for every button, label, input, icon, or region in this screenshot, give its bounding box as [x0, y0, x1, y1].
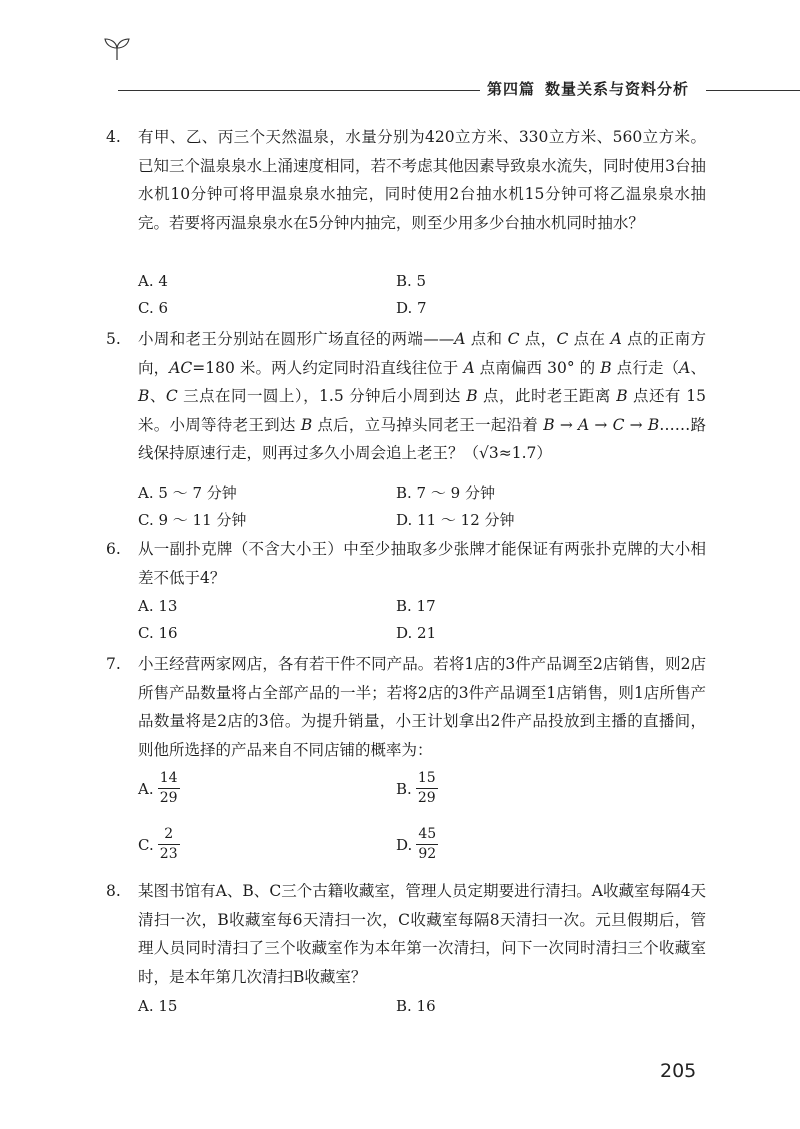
text-run: → — [624, 415, 648, 434]
option-label: A. — [138, 779, 154, 798]
denominator: 92 — [418, 846, 437, 862]
question-5 — [106, 325, 706, 468]
text-run: 点，此时老王距离 — [477, 387, 617, 405]
math-label: C — [507, 330, 520, 348]
option-c[interactable] — [138, 826, 180, 863]
option-d[interactable]: D. 7 — [396, 299, 427, 317]
option-b[interactable]: B. 5 — [396, 272, 427, 290]
page-number: 205 — [660, 1060, 697, 1082]
sqrt-expression: √3 — [479, 444, 499, 462]
header-rule-right — [706, 90, 800, 91]
option-a[interactable] — [138, 770, 180, 807]
question-text — [138, 325, 706, 468]
math-label: B — [600, 358, 612, 377]
text-run: 点和 — [465, 330, 508, 348]
option-b[interactable]: B. 7 ～ 9 分钟 — [396, 484, 495, 502]
text-run: 点南偏西 30° 的 — [474, 358, 601, 377]
question-number: 7. — [106, 655, 121, 673]
option-b[interactable]: B. 16 — [396, 997, 436, 1015]
chapter-name: 数量关系与资料分析 — [545, 80, 690, 98]
text-run: 点在 — [568, 330, 611, 348]
text-run: → — [554, 415, 579, 434]
option-b[interactable]: B. 17 — [396, 597, 436, 615]
text-run: 点后，立马掉头同老王一起沿着 — [312, 415, 544, 434]
header-rule-left — [118, 90, 480, 91]
option-label: B. — [396, 779, 412, 798]
option-a[interactable]: A. 15 — [138, 997, 178, 1015]
text-run: 、 — [690, 358, 706, 377]
math-label: A — [610, 330, 622, 348]
math-label: B — [138, 387, 150, 405]
text-run: =180 米。两人约定同时沿直线往位于 — [192, 358, 464, 377]
question-6 — [106, 535, 706, 592]
option-label: D. — [396, 835, 413, 854]
math-label: B — [616, 387, 628, 405]
text-run: 三点在同一圆上），1.5 分钟后小周到达 — [177, 387, 467, 405]
math-label: C — [556, 330, 569, 348]
numerator: 45 — [418, 826, 437, 842]
question-text: 小王经营两家网店，各有若干件不同产品。若将1店的3件产品调至2店销售，则2店所售产品数量将占全部产品的一半；若将2店的3件产品调至1店销售，则1店所售产品数量将是2店的3倍。为提升销量，小王计划拿出2件产品投放到主播的直播间，则他所选择的产品来自不同店铺的概率为： — [138, 655, 706, 759]
math-label: A — [463, 358, 475, 377]
option-c[interactable]: C. 16 — [138, 624, 178, 642]
fraction — [158, 770, 180, 807]
numerator: 14 — [159, 770, 178, 786]
option-a[interactable]: A. 4 — [138, 272, 168, 290]
question-text: 某图书馆有A、B、C三个古籍收藏室，管理人员定期要进行清扫。A收藏室每隔4天清扫一次，B收藏室每6天清扫一次，C收藏室每隔8天清扫一次。元旦假期后，管理人员同时清扫了三个收藏室作为本年第一次清扫，问下一次同时清扫三个收藏室时，是本年第几次清扫B收藏室？ — [138, 882, 706, 986]
denominator: 29 — [159, 790, 178, 806]
math-label: A — [578, 415, 590, 434]
question-text: 有甲、乙、丙三个天然温泉，水量分别为420立方米、330立方米、560立方米。已知三个温泉泉水上涌速度相同，若不考虑其他因素导致泉水流失，同时使用3台抽水机10分钟可将甲温泉泉水抽完，同时使用2台抽水机15分钟可将乙温泉泉水抽完。若要将丙温泉泉水在5分钟内抽完，则至少用多少台抽水机同时抽水？ — [138, 128, 706, 232]
denominator: 23 — [159, 846, 178, 862]
numerator: 15 — [417, 770, 436, 786]
option-c[interactable]: C. 6 — [138, 299, 169, 317]
option-d[interactable] — [396, 826, 438, 863]
math-label: C — [165, 387, 178, 405]
question-4 — [106, 123, 706, 237]
text-run: ≈1.7） — [498, 444, 552, 462]
text-run: 点还有 15 米。小周等待老王到达 — [138, 387, 706, 434]
fraction — [416, 770, 438, 807]
page-header — [0, 28, 800, 98]
option-d[interactable]: D. 11 ～ 12 分钟 — [396, 511, 515, 529]
question-number: 5. — [106, 330, 121, 348]
option-label: C. — [138, 835, 154, 854]
text-run: 点行走（ — [611, 358, 680, 377]
math-label: B — [647, 415, 660, 434]
text-run: 小周和老王分别站在圆形广场直径的两端—— — [138, 330, 455, 348]
math-label: A — [454, 330, 466, 348]
math-label: C — [612, 415, 625, 434]
text-run: 、 — [149, 387, 166, 405]
question-number: 6. — [106, 540, 121, 558]
sprout-logo-icon — [100, 36, 134, 62]
numerator: 2 — [164, 826, 174, 842]
fraction — [158, 826, 180, 863]
math-label: AC — [169, 358, 193, 377]
math-label: B — [300, 415, 313, 434]
question-8 — [106, 877, 706, 991]
math-label: B — [466, 387, 478, 405]
option-d[interactable]: D. 21 — [396, 624, 437, 642]
math-label: A — [679, 358, 691, 377]
text-run: → — [589, 415, 613, 434]
chapter-part: 第四篇 — [487, 80, 536, 98]
text-run: 点的正南方向， — [138, 330, 706, 377]
option-b[interactable] — [396, 770, 438, 807]
option-a[interactable]: A. 13 — [138, 597, 178, 615]
text-run: 点， — [519, 330, 557, 348]
question-number: 8. — [106, 882, 121, 900]
option-a[interactable]: A. 5 ～ 7 分钟 — [138, 484, 237, 502]
math-label: B — [543, 415, 555, 434]
chapter-title — [487, 78, 689, 99]
text-run: ……路线保持原速行走，则再过多久小周会追上老王？（ — [138, 415, 706, 462]
denominator: 29 — [417, 790, 436, 806]
fraction — [416, 826, 438, 863]
question-7 — [106, 650, 706, 764]
option-c[interactable]: C. 9 ～ 11 分钟 — [138, 511, 247, 529]
question-text: 从一副扑克牌（不含大小王）中至少抽取多少张牌才能保证有两张扑克牌的大小相差不低于4？ — [138, 540, 706, 587]
question-number: 4. — [106, 128, 121, 146]
